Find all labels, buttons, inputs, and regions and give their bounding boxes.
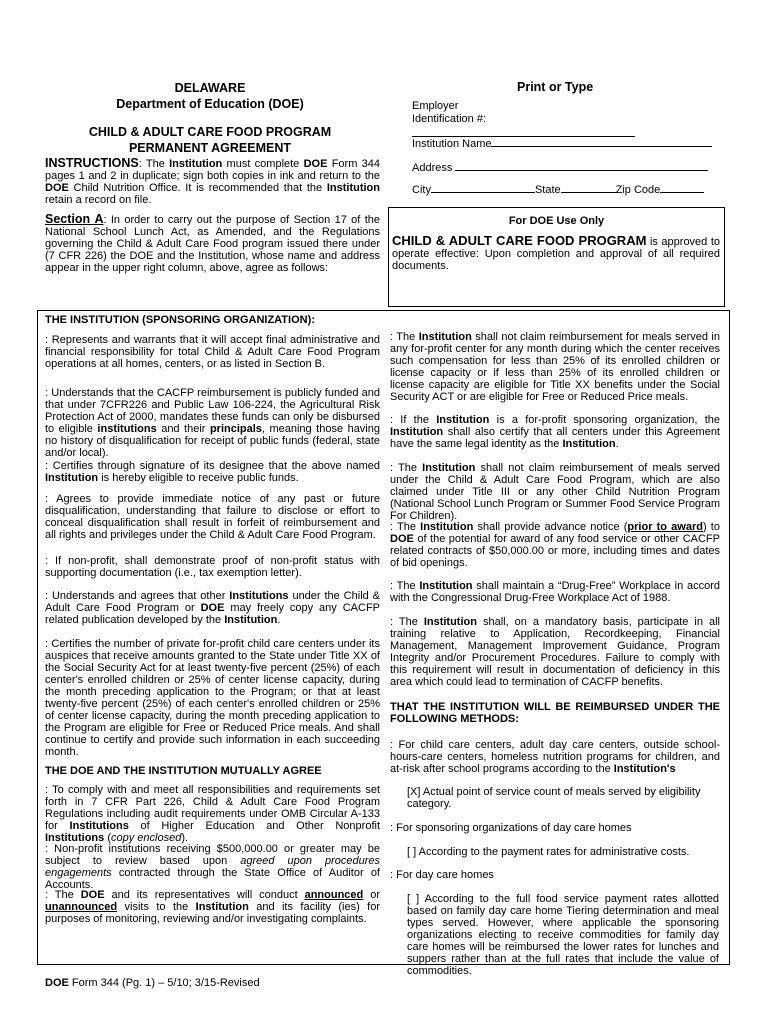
left-para-2-text: institutions: [97, 423, 157, 435]
instructions-text: must complete: [222, 158, 304, 170]
instructions: [45, 157, 380, 206]
left-para-9: [45, 843, 380, 891]
left-para-6: [45, 590, 380, 626]
right-para-2-text: Institution: [390, 426, 444, 438]
left-para-9-text: contracted through the State Office of Auditor of Accounts.: [45, 867, 380, 891]
institution-name-label: Institution Name: [412, 138, 492, 150]
footer-doe: DOE: [45, 977, 69, 989]
left-para-8-text: : To comply with and meet all responsibilities and requirements set forth in 7 CFR Part 226, Child & Adult Care Food Program Regulations including audit requirements under OMB Circular A-133 for: [45, 784, 380, 832]
institution-name-line[interactable]: [491, 136, 712, 147]
right-para-5-text: : The: [390, 580, 420, 592]
right-para-6-text: Institution: [423, 616, 477, 628]
right-para-4-text: shall provide advance notice (: [473, 521, 628, 533]
left-para-10-text: visits to the: [117, 901, 196, 913]
left-para-2: [45, 387, 380, 459]
state-label: State: [534, 184, 561, 196]
left-para-2-text: , meaning those having no history of disqualification for receipt of public funds (federal, state and/or local).: [45, 423, 380, 459]
left-para-2-text: : Understands that the CACFP reimbursement is publicly funded and that under 7CFR226 and Public Law 106-224, the Agricultural Risk Protection Act of 2000, mandates these funds can only be disbursed to eligible: [45, 387, 380, 435]
left-para-8-text: copy enclosed: [111, 832, 182, 844]
right-para-2: [390, 414, 720, 450]
right-para-4-text: : The: [390, 521, 421, 533]
left-para-10: [45, 889, 380, 925]
left-para-6-text: under the Child & Adult Care Food Program or: [45, 590, 380, 614]
left-para-10-text: and its representatives will conduct: [104, 889, 305, 901]
left-para-7: : Certifies the number of private for-profit child care centers under its auspices that receive amounts granted to the State under Title XX of the Social Security Act for at least twenty-five percent (25%) of each center's enrolled children or 25% of center license capacity, during the month preceding application to the Program; or that at least twenty-five percent (25%) of each center's enrolled children or 25% of center license capacity, during the month preceding application to the Program are eligible for Free or Reduced Price meals. And shall continue to certify and provide such information in each succeeding month.: [45, 638, 380, 758]
left-para-10-text: Institution: [195, 901, 249, 913]
method-3-option[interactable]: [ ] According to the full food service payment rates allotted based on family day care home Tiering determination and meal types served. However, where applicable the sponsoring organizations electing to receive commodities for family day care homes will be reimbursed the lower rates for lunches and suppers rather than at the full rates that include the value of commodities.: [407, 893, 719, 977]
left-para-8-text: ).: [181, 832, 189, 844]
zip-line[interactable]: [660, 182, 704, 193]
right-para-2-text: .: [615, 438, 619, 450]
right-para-2-text: Institution: [436, 414, 490, 426]
footer-text: Form 344 (Pg. 1) – 5/10; 3/15-Revised: [68, 977, 260, 989]
institution-heading: THE INSTITUTION (SPONSORING ORGANIZATION):: [45, 314, 315, 326]
right-para-2-text: Institution: [562, 438, 616, 450]
right-para-3-text: shall not claim reimbursement of meals served under the Child & Adult Care Food Program, which are also claimed under Title III or any other Child Nutrition Program (National School Lunch Program or Summer Food Service Program For Children).: [390, 462, 720, 522]
right-para-4-text: Institution: [420, 521, 474, 533]
state-line[interactable]: [561, 182, 616, 193]
right-para-4-text: of the potential for award of any food service or other CACFP related contracts of $50,000.00 or more, including times and dates of bid openings.: [390, 533, 720, 569]
left-para-6-text: .: [277, 614, 281, 626]
header-agreement: PERMANENT AGREEMENT: [128, 141, 292, 155]
right-para-5-text: Institution: [419, 580, 473, 592]
doe-use-text: [392, 235, 720, 272]
left-para-4: : Agrees to provide immediate notice of any past or future disqualification, understanding that failure to disclose or effort to conceal disqualification shall result in forfeit of reimbursement and all rights and privileges under the Child & Adult Care Food Program.: [45, 493, 380, 541]
left-para-9-text: agreed upon procedures engagements: [45, 855, 380, 879]
left-para-8-text: (: [104, 832, 112, 844]
instructions-text: Institution: [169, 158, 223, 170]
footer: [45, 977, 260, 989]
right-para-1-text: : The: [390, 331, 419, 343]
right-para-4-text: DOE: [390, 533, 414, 545]
address-line[interactable]: [455, 160, 708, 171]
left-para-6-text: DOE: [200, 602, 225, 614]
employer-label: Employer: [412, 100, 459, 112]
instructions-text: Form 344 pages 1 and 2 in duplicate; sign both copies in ink and return to the: [45, 158, 380, 182]
city-label: City: [412, 184, 431, 196]
right-para-5-text: shall maintain a “Drug-Free” Workplace in accord with the Congressional Drug-Free Workplace Act of 1988.: [390, 580, 720, 604]
section-a: [45, 213, 380, 274]
instructions-text: DOE: [303, 158, 328, 170]
header-department: Department of Education (DOE): [116, 97, 304, 111]
left-para-1: : Represents and warrants that it will accept final administrative and financial responsibility for total Child & Adult Care Food Program operations at all homes, centers, or as listed in Section B.: [45, 334, 380, 370]
header-program: CHILD & ADULT CARE FOOD PROGRAM: [88, 125, 332, 139]
left-para-3: [45, 460, 380, 484]
left-para-6-text: : Understands and agrees that other: [45, 590, 230, 602]
right-para-4: [390, 521, 720, 569]
right-para-1-text: shall not claim reimbursement for meals served in any for-profit center for any month during which the center receives such compensation for less than 25% of its enrolled children or license capacity or if less than 25% of its enrolled children or license capacity are eligible for Title XX benefits under the Social Security ACT or are eligible for Free or Reduced Price meals.: [390, 331, 720, 403]
method-2-option[interactable]: [ ] According to the payment rates for administrative costs.: [407, 846, 690, 858]
employer-id-field[interactable]: [412, 100, 712, 141]
method-2: : For sponsoring organizations of day care homes: [390, 822, 632, 834]
method-1-text: Institution's: [613, 763, 676, 775]
left-para-8-text: Institutions: [45, 832, 105, 844]
left-para-8-text: of Higher Education and Other Nonprofit: [128, 820, 380, 832]
left-para-10-text: unannounced: [45, 901, 118, 913]
reimbursement-heading: THAT THE INSTITUTION WILL BE REIMBURSED UNDER THE FOLLOWING METHODS:: [390, 701, 720, 725]
zip-label: Zip Code: [615, 184, 661, 196]
instructions-text: : The: [138, 158, 170, 170]
header-state: DELAWARE: [174, 81, 246, 95]
left-para-3-text: Institution: [45, 472, 99, 484]
left-para-2-text: principals: [209, 423, 262, 435]
right-para-1-text: Institution: [418, 331, 472, 343]
right-para-1: [390, 331, 720, 403]
method-1-option[interactable]: [X] Actual point of service count of meals served by eligibility category.: [407, 786, 701, 810]
left-para-2-text: and their: [156, 423, 210, 435]
right-para-3-text: : The: [390, 462, 423, 474]
method-1-text: : For child care centers, adult day care centers, outside school-hours-care centers, homeless nutrition programs for children, and at-risk after school programs according to the: [390, 739, 720, 775]
right-para-6-text: shall, on a mandatory basis, participate in all training relative to Application, Recordkeeping, Financial Management, Management Improvement Guidance, Program Integrity and/or Procurement Procedures. Failure to comply with this requirement will result in documentation of deficiency in this area which could lead to termination of CACFP benefits.: [390, 616, 720, 688]
city-line[interactable]: [431, 182, 535, 193]
right-para-5: [390, 580, 720, 604]
employer-id-label: Identification #:: [412, 113, 486, 125]
left-para-6-text: Institution: [224, 614, 278, 626]
doe-use-approval: is approved to operate effective: Upon completion and approval of all required documents.: [392, 236, 721, 272]
right-para-4-text: ) to: [702, 521, 720, 533]
doe-use-title: For DOE Use Only: [508, 215, 605, 227]
print-or-type: Print or Type: [517, 80, 594, 94]
instructions-label: INSTRUCTIONS: [45, 156, 139, 170]
left-para-3-text: : Certifies through signature of its designee that the above named: [45, 460, 380, 472]
mutually-agree-heading: THE DOE AND THE INSTITUTION MUTUALLY AGREE: [45, 765, 322, 777]
address-field[interactable]: [412, 160, 708, 174]
left-para-10-text: announced: [304, 889, 364, 901]
instructions-text: retain a record on file.: [45, 194, 152, 206]
doe-use-box: [388, 207, 725, 307]
right-para-6-text: : The: [390, 616, 424, 628]
right-para-6: [390, 616, 720, 688]
right-para-3: [390, 462, 720, 522]
left-para-10-text: DOE: [80, 889, 105, 901]
left-para-8: [45, 784, 380, 844]
left-para-6-text: Institutions: [229, 590, 289, 602]
right-para-2-text: is a for-profit sponsoring organization, the: [489, 414, 720, 426]
instructions-text: DOE: [45, 182, 69, 194]
left-para-10-text: : The: [45, 889, 81, 901]
left-para-8-text: Institutions: [69, 820, 129, 832]
section-a-text: : In order to carry out the purpose of Section 17 of the National School Lunch Act, as Amended, and the Regulations governing the Child & Adult Care Food program issued there under (7 CFR 226) the DOE and the Institution, whose name and address appear in the upper right column, above, agree as follows:: [45, 214, 380, 274]
left-para-10-text: and its facility (ies) for purposes of monitoring, reviewing and/or investigating complaints.: [45, 901, 380, 925]
right-para-4-text: prior to award: [627, 521, 703, 533]
city-state-zip-field[interactable]: [412, 182, 704, 196]
method-1: [390, 739, 720, 775]
section-a-label: Section A: [45, 212, 104, 226]
instructions-text: Institution: [326, 182, 380, 194]
method-3: : For day care homes: [390, 869, 494, 881]
institution-name-field[interactable]: [412, 136, 712, 150]
address-label: Address: [412, 162, 453, 174]
right-para-3-text: Institution: [422, 462, 476, 474]
left-para-3-text: is hereby eligible to receive public funds.: [98, 472, 299, 484]
left-para-9-text: : Non-profit institutions receiving $500,000.00 or greater may be subject to review based upon: [45, 843, 380, 867]
left-para-10-text: or: [363, 889, 380, 901]
doe-use-program: CHILD & ADULT CARE FOOD PROGRAM: [392, 233, 647, 248]
header-block: [40, 80, 380, 156]
left-para-6-text: may freely copy any CACFP related publication developed by the: [45, 602, 381, 626]
instructions-text: Child Nutrition Office. It is recommended that the: [68, 182, 327, 194]
left-para-5: : If non-profit, shall demonstrate proof of non-profit status with supporting documentation (i.e., tax exemption letter).: [45, 555, 380, 579]
right-para-2-text: shall also certify that all centers under this Agreement have the same legal identity as the: [390, 426, 720, 450]
right-para-2-text: : If the: [390, 414, 437, 426]
